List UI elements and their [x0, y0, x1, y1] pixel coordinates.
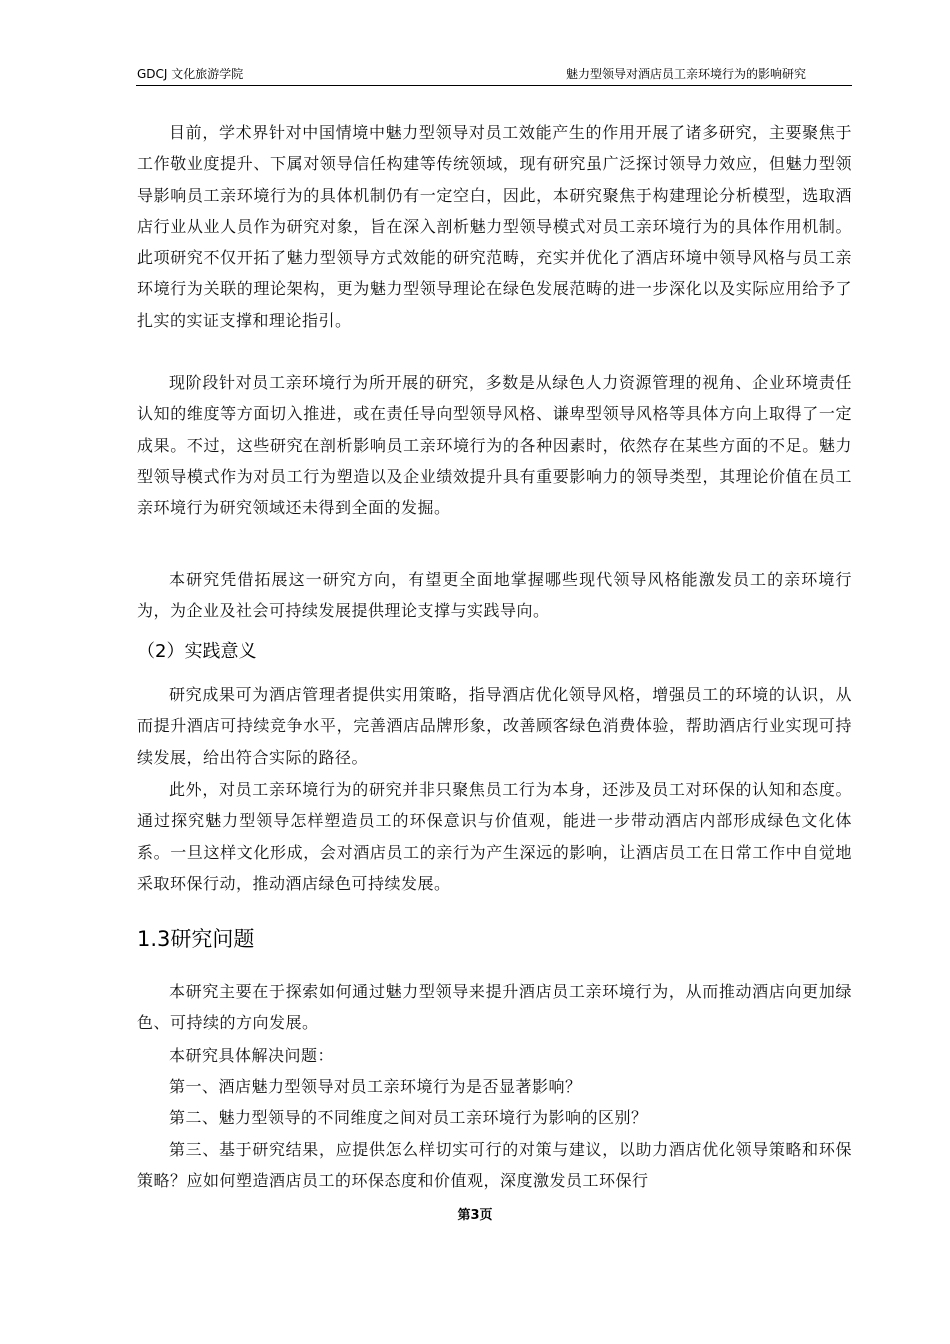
header-thesis-title: 魅力型领导对酒店员工亲环境行为的影响研究 — [566, 67, 807, 81]
paragraph-furthermore: 此外，对员工亲环境行为的研究并非只聚焦员工行为本身，还涉及员工对环保的认知和态度。通过探究魅力型领导怎样塑造员工的环保意识与价值观，能进一步带动酒店内部形成绿色文化体系。一旦这样文化形成，会对酒店员工的亲行为产生深远的影响，让酒店员工在日常工作中自觉地采取环保行动，推动酒店绿色可持续发展。 — [137, 780, 852, 893]
paragraph-research-aim: 本研究主要在于探索如何通过魅力型领导来提升酒店员工亲环境行为，从而推动酒店向更加绿色、可持续的方向发展。 — [137, 982, 852, 1033]
page-number: 第3页 — [457, 1208, 493, 1223]
paragraph-research-status: 目前，学术界针对中国情境中魅力型领导对员工效能产生的作用开展了诸多研究，主要聚焦于工作敬业度提升、下属对领导信任构建等传统领域，现有研究虽广泛探讨领导力效应，但魅力型领导影响员工亲环境行为的具体机制仍有一定空白，因此，本研究聚焦于构建理论分析模型，选取酒店行业从业人员作为研究对象，旨在深入剖析魅力型领导模式对员工亲环境行为的具体作用机制。此项研究不仅开拓了魅力型领导方式效能的研究范畴，充实并优化了酒店环境中领导风格与员工亲环境行为关联的理论架构，更为魅力型领导理论在绿色发展范畴的进一步深化以及实际应用给予了扎实的实证支撑和理论指引。 — [137, 123, 852, 330]
subheading-practical-significance: （2）实践意义 — [137, 641, 257, 662]
section-title-research-questions: 1.3研究问题 — [137, 927, 255, 951]
list-item-question-3: 第三、基于研究结果，应提供怎么样切实可行的对策与建议，以助力酒店优化领导策略和环保策略？应如何塑造酒店员工的环保态度和价值观，深度激发员工环保行 — [137, 1140, 852, 1191]
paragraph-questions-intro: 本研究具体解决问题： — [169, 1046, 335, 1065]
header-institution: GDCJ 文化旅游学院 — [137, 67, 244, 81]
paragraph-practical-results: 研究成果可为酒店管理者提供实用策略，指导酒店优化领导风格，增强员工的环境的认识，从而提升酒店可持续竞争水平，完善酒店品牌形象，改善顾客绿色消费体验，帮助酒店行业实现可持续发展，给出符合实际的路径。 — [137, 685, 852, 767]
list-item-question-2: 第二、魅力型领导的不同维度之间对员工亲环境行为影响的区别？ — [169, 1108, 648, 1127]
list-item-question-1: 第一、酒店魅力型领导对员工亲环境行为是否显著影响？ — [169, 1077, 582, 1096]
paragraph-research-direction: 本研究凭借拓展这一研究方向，有望更全面地掌握哪些现代领导风格能激发员工的亲环境行为，为企业及社会可持续发展提供理论支撑与实践导向。 — [137, 570, 852, 621]
paragraph-current-research: 现阶段针对员工亲环境行为所开展的研究，多数是从绿色人力资源管理的视角、企业环境责任认知的维度等方面切入推进，或在责任导向型领导风格、谦卑型领导风格等具体方向上取得了一定成果。不过，这些研究在剖析影响员工亲环境行为的各种因素时，依然存在某些方面的不足。魅力型领导模式作为对员工行为塑造以及企业绩效提升具有重要影响力的领导类型，其理论价值在员工亲环境行为研究领域还未得到全面的发掘。 — [137, 373, 852, 518]
header-divider — [136, 85, 852, 86]
